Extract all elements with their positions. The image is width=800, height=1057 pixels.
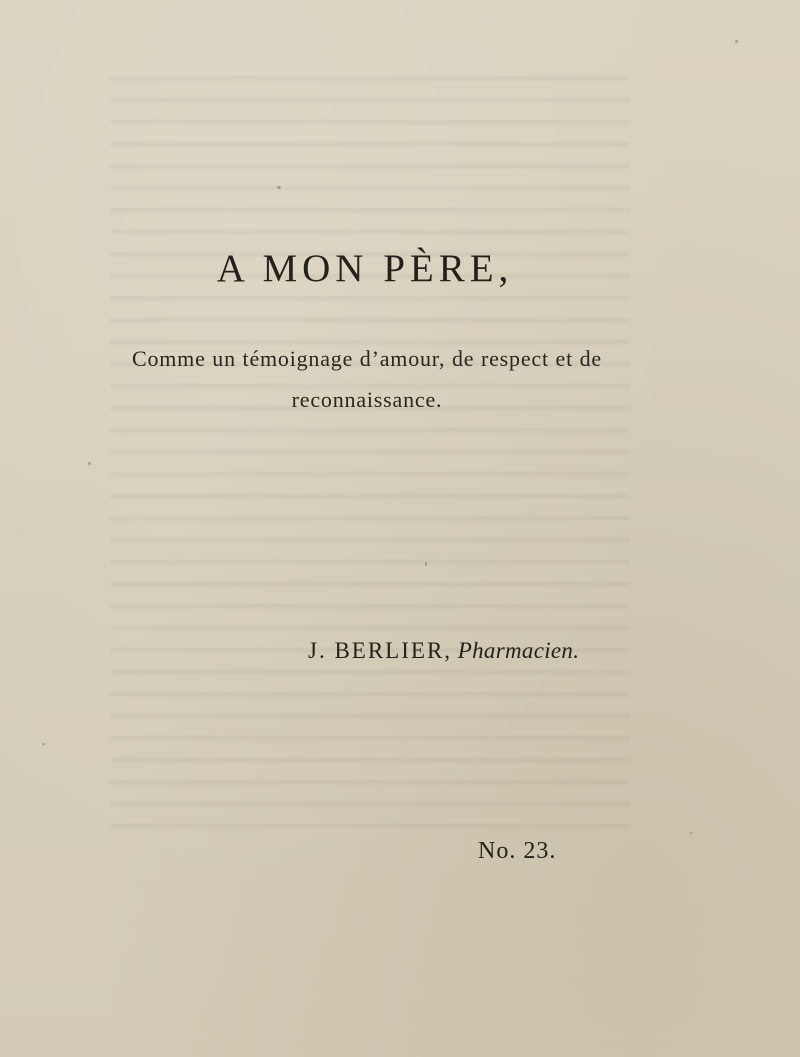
paper-speck xyxy=(277,186,281,189)
paper-speck xyxy=(690,832,692,834)
show-through-texture xyxy=(110,60,630,840)
signature-separator: , xyxy=(444,638,458,663)
paper-speck xyxy=(42,743,45,745)
dedication-text: Comme un témoignage d’amour, de respect et de reconnaissance. xyxy=(132,346,602,412)
paper-speck xyxy=(425,562,427,566)
author-role: Pharmacien. xyxy=(457,638,580,663)
paper-speck xyxy=(88,462,91,465)
signature-line xyxy=(308,638,579,664)
paper-speck xyxy=(735,40,738,43)
author-name: J. BERLIER xyxy=(308,638,445,663)
dedication-title: A MON PÈRE, xyxy=(216,247,514,290)
thesis-number: No. 23. xyxy=(478,838,557,864)
